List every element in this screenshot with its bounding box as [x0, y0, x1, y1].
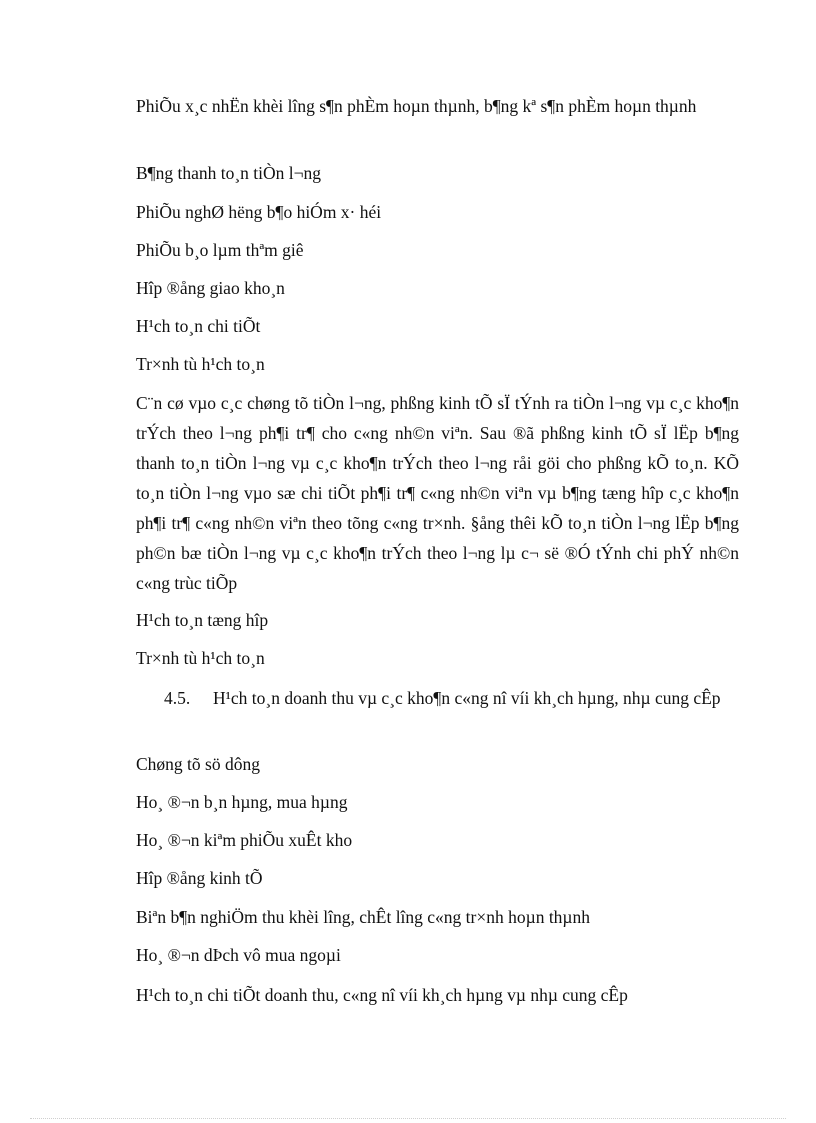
paragraph-payroll-sheet: B¶ng thanh to¸n tiÒn l¬ng: [136, 163, 322, 183]
heading-documents-used: Chøng tõ sö dông: [136, 754, 260, 774]
heading-accounting-procedure-2: Tr×nh tù h¹ch to¸n: [136, 648, 265, 668]
heading-accounting-procedure: Tr×nh tù h¹ch to¸n: [136, 354, 265, 374]
paragraph-social-insurance-leave: PhiÕu nghØ hëng b¶o hiÓm x· héi: [136, 202, 382, 222]
paragraph-service-invoice: Ho¸ ®¬n dÞch vô mua ngoµi: [136, 945, 341, 965]
paragraph-economic-contract: Hîp ®ång kinh tÕ: [136, 868, 263, 888]
paragraph-overtime-report: PhiÕu b¸o lµm thªm giê: [136, 240, 304, 260]
section-heading-revenue-debt: H¹ch to¸n doanh thu vµ c¸c kho¶n c«ng nî víi kh¸ch hµng, nhµ cung cÊp: [213, 688, 721, 708]
paragraph-sales-invoice: Ho¸ ®¬n b¸n hµng, mua hµng: [136, 792, 348, 812]
section-number: 4.5.: [164, 688, 191, 708]
heading-detailed-accounting: H¹ch to¸n chi tiÕt: [136, 316, 261, 336]
paragraph-completion-confirmation: PhiÕu x¸c nhËn khèi lîng s¶n phÈm hoµn thµnh, b¶ng kª s¶n phÈm hoµn thµnh: [136, 96, 697, 116]
paragraph-invoice-delivery-note: Ho¸ ®¬n kiªm phiÕu xuÊt kho: [136, 830, 353, 850]
paragraph-payroll-procedure: C¨n cø vµo c¸c chøng tõ tiÒn l¬ng, phßng kinh tÕ sÏ tÝnh ra tiÒn l¬ng vµ c¸c kho¶n trÝch theo l¬ng ph¶i tr¶ cho c«ng nh©n viªn. Sau ®ã phßng kinh tÕ sÏ lËp b¶ng thanh to¸n tiÒn l¬ng vµ c¸c kho¶n trÝch theo l¬ng råi göi cho phßng kÕ to¸n. KÕ to¸n tiÒn l¬ng vµo sæ chi tiÕt ph¶i tr¶ c«ng nh©n viªn vµ b¶ng tæng hîp c¸c kho¶n ph¶i tr¶ c«ng nh©n viªn theo tõng c«ng tr×nh. §ång thêi kÕ to¸n tiÒn l¬ng lËp b¶ng ph©n bæ tiÒn l¬ng vµ c¸c kho¶n trÝch theo l¬ng lµ c¬ së ®Ó tÝnh chi phÝ nh©n c«ng trùc tiÕp: [136, 393, 739, 593]
paragraph-contract-assignment: Hîp ®ång giao kho¸n: [136, 278, 285, 298]
heading-general-accounting: H¹ch to¸n tæng hîp: [136, 610, 269, 630]
heading-revenue-detail-accounting: H¹ch to¸n chi tiÕt doanh thu, c«ng nî víi kh¸ch hµng vµ nhµ cung cÊp: [136, 985, 628, 1005]
paragraph-acceptance-minutes: Biªn b¶n nghiÖm thu khèi lîng, chÊt lîng c«ng tr×nh hoµn thµnh: [136, 907, 591, 927]
page-bottom-divider: [30, 1118, 786, 1119]
